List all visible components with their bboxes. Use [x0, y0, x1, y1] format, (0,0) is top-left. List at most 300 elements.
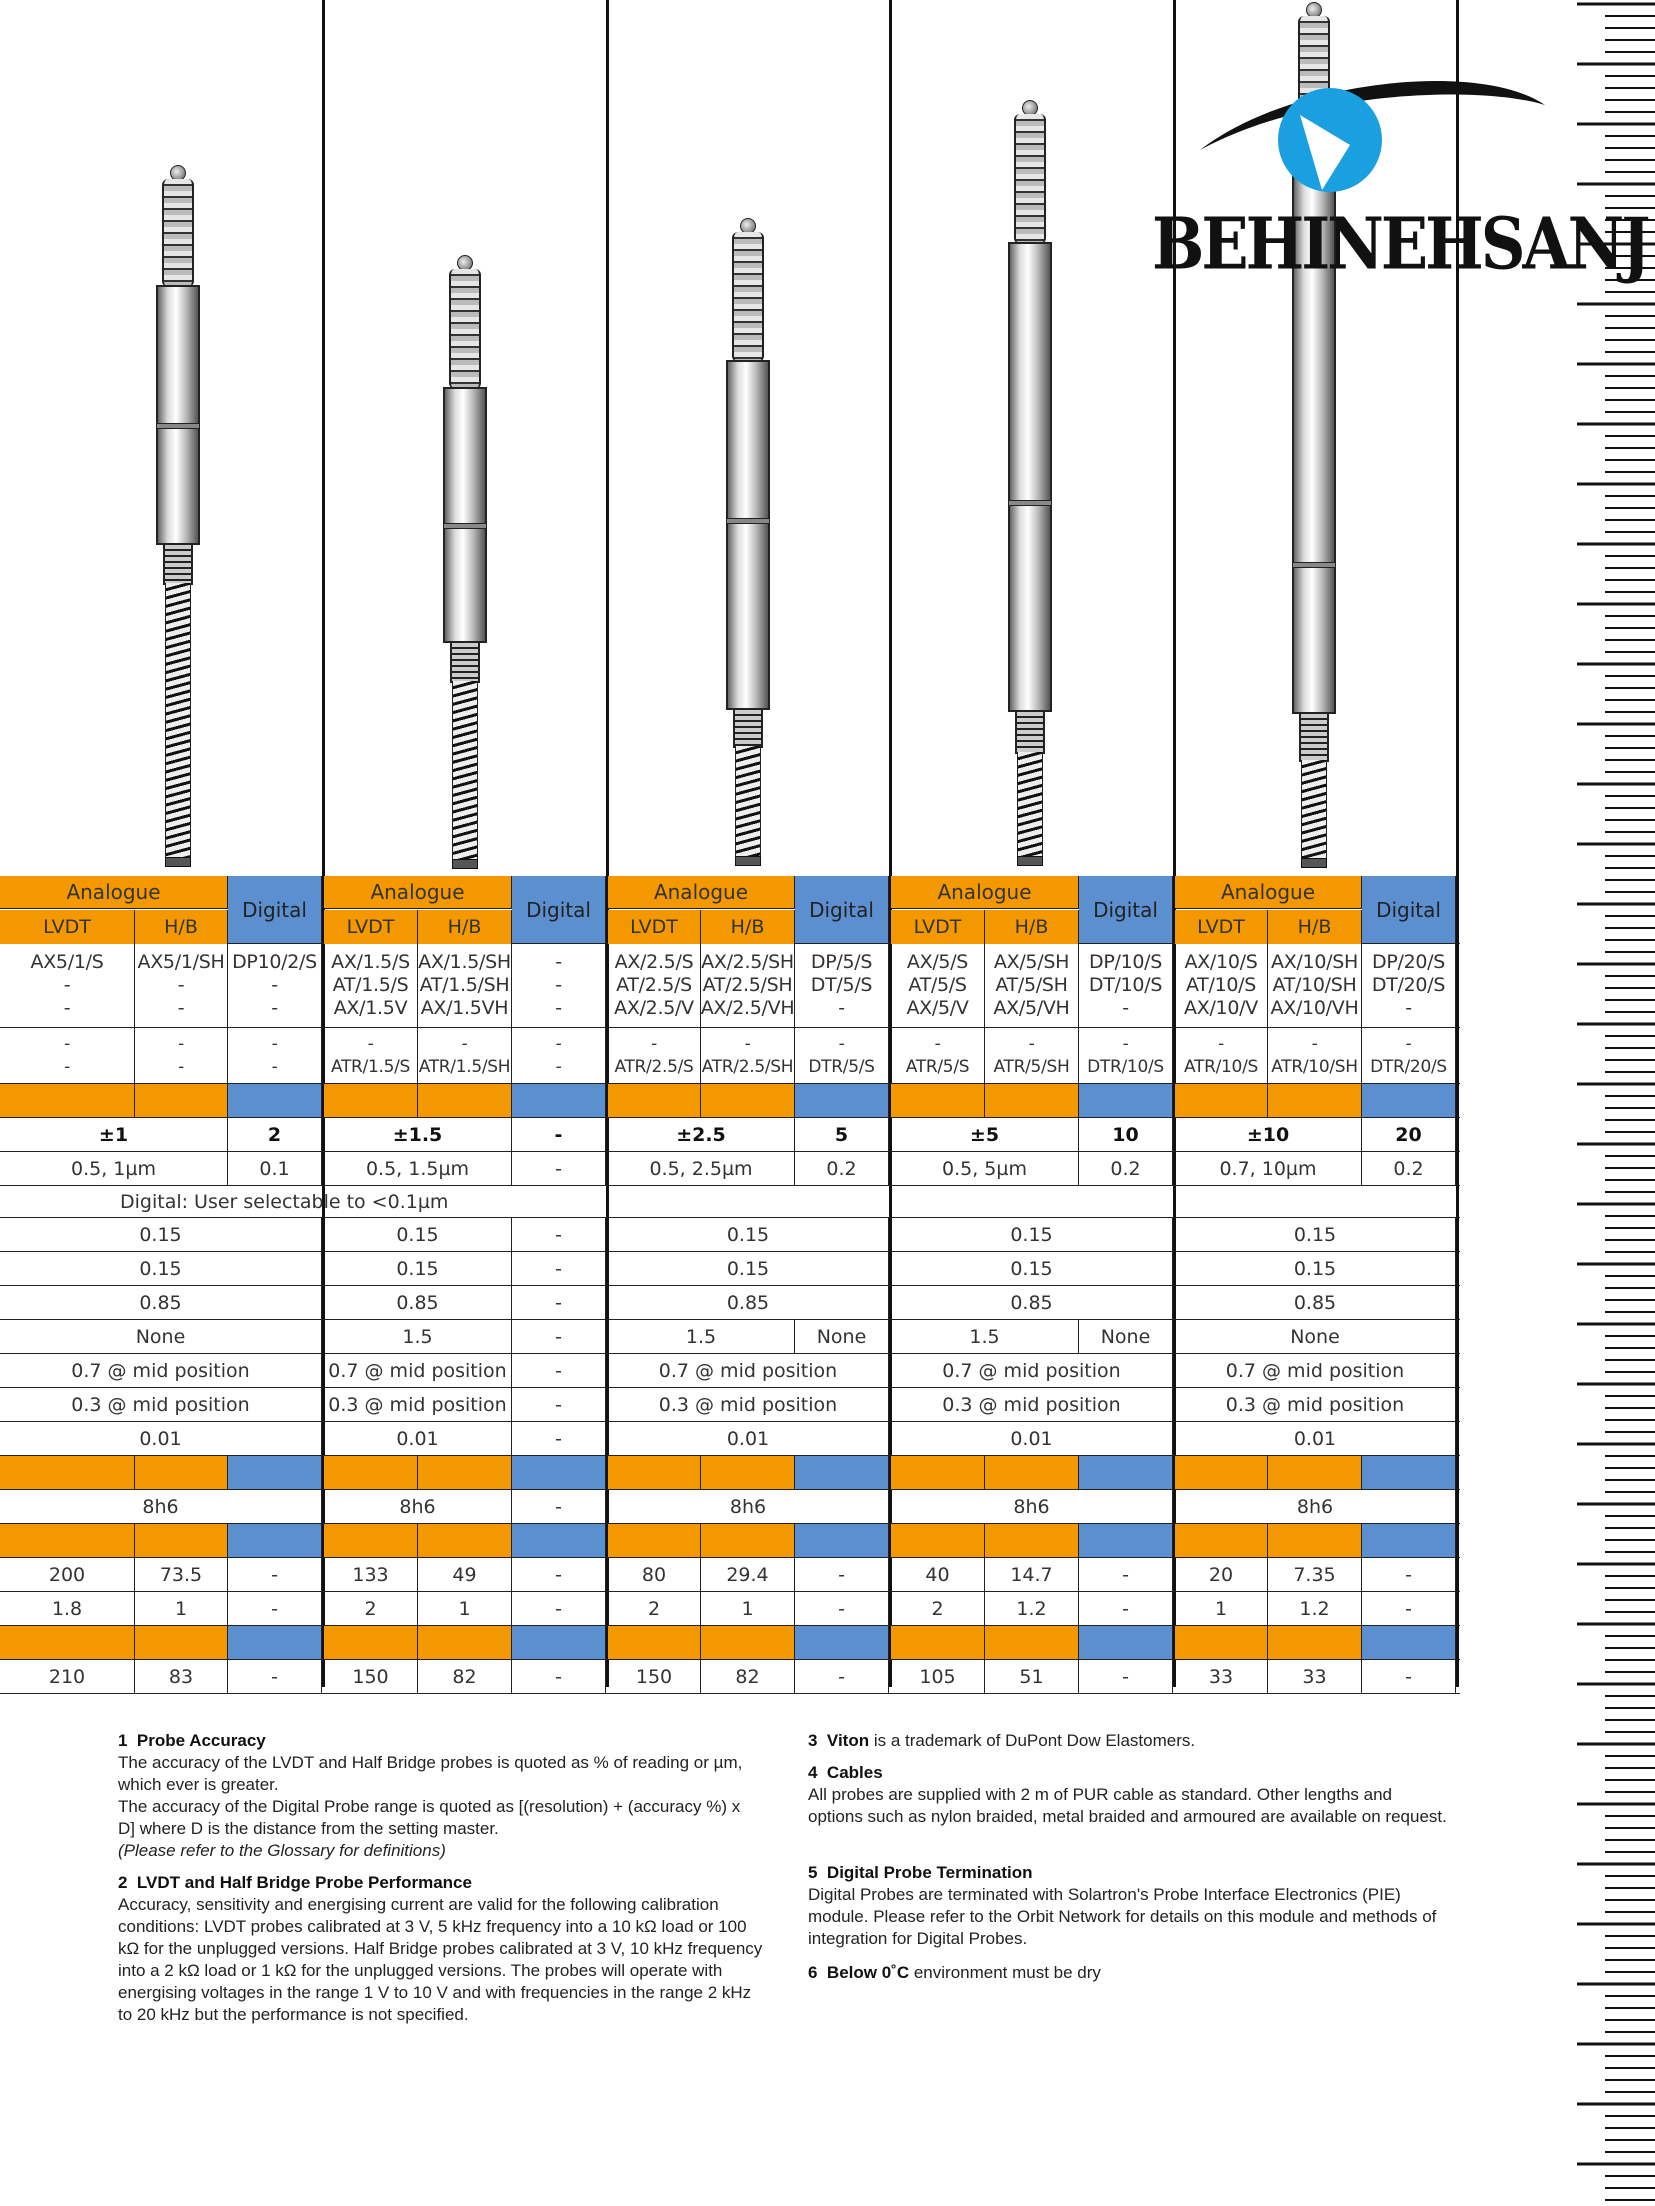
- section-bar-cell: [1268, 1626, 1362, 1659]
- footnote-title: Below 0˚C: [826, 1963, 910, 1982]
- spec-row-c-digital: -: [512, 1286, 606, 1319]
- spec-row-k-digital: -: [795, 1660, 889, 1693]
- model-list-lvdt: [1175, 944, 1268, 1027]
- footnote-4: [808, 1762, 1448, 1828]
- model-code: -: [271, 1033, 278, 1054]
- model-list-dig: [1079, 1028, 1173, 1083]
- model-list-dig: [795, 1028, 889, 1083]
- section-bar-cell: [1268, 1456, 1362, 1489]
- spec-row-f-value: 0.3 @ mid position: [608, 1388, 889, 1421]
- section-bar-cell: [891, 1084, 985, 1117]
- probe-image-1mm: [155, 165, 201, 875]
- section-bar-range: [0, 1084, 1460, 1118]
- section-bar-environment: [0, 1626, 1460, 1660]
- section-bar-cell: [228, 1626, 322, 1659]
- range-row-digital: 2: [228, 1118, 322, 1151]
- spec-row-j-digital: -: [795, 1592, 889, 1625]
- model-code: AT/10/S: [1185, 974, 1257, 996]
- section-bar-cell: [1175, 1626, 1268, 1659]
- footnote-3: [808, 1730, 1448, 1752]
- section-bar-cell: [418, 1084, 512, 1117]
- digital-header: Digital: [1362, 876, 1456, 943]
- model-code: -: [178, 1056, 184, 1077]
- lvdt-header: LVDT: [891, 910, 985, 944]
- model-code: -: [555, 974, 562, 996]
- model-code: AT/2.5/S: [616, 974, 692, 996]
- footnote-1: [118, 1730, 758, 1862]
- models-row-radial: [0, 1028, 1460, 1084]
- section-bar-cell: [701, 1084, 795, 1117]
- model-code: AX/2.5/V: [614, 997, 694, 1019]
- model-code: -: [63, 997, 71, 1019]
- section-bar-cell: [608, 1524, 701, 1557]
- spec-row-e-digital: -: [512, 1354, 606, 1387]
- range-row: [0, 1118, 1460, 1152]
- section-bar-cell: [795, 1456, 889, 1489]
- spec-row-j-hb: 1.2: [1268, 1592, 1362, 1625]
- model-code: -: [1405, 1033, 1412, 1054]
- model-list-dig: [795, 944, 889, 1027]
- analogue-header: Analogue: [608, 876, 795, 909]
- section-bar-cell: [1079, 1084, 1173, 1117]
- model-list-lvdt: [1175, 1028, 1268, 1083]
- spec-row-d-digital: None: [1079, 1320, 1173, 1353]
- spec-row-d-digital: None: [795, 1320, 889, 1353]
- spec-row-e-value: 0.7 @ mid position: [324, 1354, 512, 1387]
- model-code: AT/10/SH: [1272, 974, 1357, 996]
- spec-row-h-digital: -: [512, 1490, 606, 1523]
- spec-row-j-digital: -: [1079, 1592, 1173, 1625]
- model-list-dig: [228, 944, 322, 1027]
- model-code: -: [555, 1033, 562, 1054]
- section-bar-cell: [512, 1456, 606, 1489]
- section-bar-cell: [1362, 1524, 1456, 1557]
- spec-row-i-digital: -: [1362, 1558, 1456, 1591]
- section-bar-cell: [1175, 1456, 1268, 1489]
- model-code: ATR/1.5/SH: [418, 1056, 511, 1077]
- spec-row-c-value: 0.85: [891, 1286, 1173, 1319]
- footnote-text: All probes are supplied with 2 m of PUR cable as standard. Other lengths and options such as nylon braided, metal braided and armoured are available on request.: [808, 1785, 1447, 1826]
- footnote-text: The accuracy of the LVDT and Half Bridge probes is quoted as % of reading or µm, which ever is greater.: [118, 1753, 743, 1794]
- model-code: -: [555, 1056, 562, 1077]
- model-code: DT/10/S: [1088, 974, 1163, 996]
- spec-row-c: [0, 1286, 1460, 1320]
- footnote-number: 6: [808, 1963, 818, 1982]
- section-bar-cell: [608, 1084, 701, 1117]
- footnote-text: Digital Probes are terminated with Solartron's Probe Interface Electronics (PIE) module. Please refer to the Orbit Network for details on this module and methods of integration for Digital Probes.: [808, 1885, 1437, 1948]
- spec-row-d-analogue: 1.5: [608, 1320, 795, 1353]
- model-code: AT/2.5/SH: [702, 974, 793, 996]
- footnote-number: 3: [808, 1731, 818, 1750]
- spec-row-a: [0, 1218, 1460, 1252]
- spec-row-b-value: 0.15: [1175, 1252, 1456, 1285]
- spec-row-g-value: 0.01: [0, 1422, 322, 1455]
- model-list-dig: [512, 1028, 606, 1083]
- spec-row-j-digital: -: [1362, 1592, 1456, 1625]
- section-bar-cell: [795, 1084, 889, 1117]
- section-bar-cell: [0, 1084, 135, 1117]
- model-list-dig: [1362, 1028, 1456, 1083]
- spec-row-b-value: 0.15: [891, 1252, 1173, 1285]
- spec-row-j-lvdt: 2: [324, 1592, 418, 1625]
- spec-row-i-lvdt: 20: [1175, 1558, 1268, 1591]
- model-code: -: [651, 1033, 657, 1054]
- resolution-row-analogue: 0.5, 1µm: [0, 1152, 228, 1185]
- section-bar-cell: [135, 1456, 228, 1489]
- spec-row-i-hb: 29.4: [701, 1558, 795, 1591]
- model-code: -: [744, 1033, 751, 1054]
- model-code: -: [64, 1056, 70, 1077]
- resolution-row-analogue: 0.5, 5µm: [891, 1152, 1079, 1185]
- spec-row-i-hb: 73.5: [135, 1558, 228, 1591]
- section-bar-cell: [985, 1524, 1079, 1557]
- spec-row-h-value: 8h6: [891, 1490, 1173, 1523]
- hb-header: H/B: [1268, 910, 1362, 944]
- spec-row-d-value: None: [1175, 1320, 1456, 1353]
- model-code: -: [1218, 1033, 1224, 1054]
- model-code: -: [1311, 1033, 1318, 1054]
- section-bar-cell: [324, 1084, 418, 1117]
- footnote-title: LVDT and Half Bridge Probe Performance: [136, 1873, 472, 1892]
- spec-row-h-value: 8h6: [1175, 1490, 1456, 1523]
- model-code: AX/10/SH: [1271, 951, 1358, 973]
- section-bar-cell: [985, 1084, 1079, 1117]
- section-bar-cell: [1079, 1456, 1173, 1489]
- spec-row-b: [0, 1252, 1460, 1286]
- scale-ruler: [1577, 0, 1655, 2206]
- section-bar-cell: [1079, 1626, 1173, 1659]
- spec-row-i-lvdt: 133: [324, 1558, 418, 1591]
- model-code: AT/5/SH: [995, 974, 1068, 996]
- spec-row-i-digital: -: [228, 1558, 322, 1591]
- digital-header: Digital: [228, 876, 322, 943]
- header-row: [0, 876, 1460, 944]
- section-bar-cell: [1362, 1456, 1456, 1489]
- probe-image-1-5mm: [442, 255, 488, 875]
- spec-row-i-hb: 14.7: [985, 1558, 1079, 1591]
- spec-row-k-hb: 51: [985, 1660, 1079, 1693]
- spec-row-e-value: 0.7 @ mid position: [891, 1354, 1173, 1387]
- range-row-analogue: ±2.5: [608, 1118, 795, 1151]
- model-list-dig: [1362, 944, 1456, 1027]
- footnote-number: 4: [808, 1763, 818, 1782]
- spec-row-k-lvdt: 150: [324, 1660, 418, 1693]
- model-code: AX/1.5/S: [331, 951, 410, 973]
- spec-row-g-value: 0.01: [608, 1422, 889, 1455]
- model-code: AX/10/V: [1184, 997, 1258, 1019]
- model-code: -: [461, 1033, 468, 1054]
- digital-note-row: [0, 1186, 1460, 1218]
- spec-row-b-value: 0.15: [324, 1252, 512, 1285]
- spec-row-k-lvdt: 105: [891, 1660, 985, 1693]
- model-list-hb: [701, 944, 795, 1027]
- spec-row-k-digital: -: [512, 1660, 606, 1693]
- model-code: AX5/1/SH: [137, 951, 225, 973]
- section-bar-cell: [135, 1084, 228, 1117]
- model-code: AX/5/VH: [993, 997, 1070, 1019]
- model-code: -: [271, 1056, 278, 1077]
- resolution-row-digital: 0.2: [795, 1152, 889, 1185]
- company-logo: [1150, 70, 1648, 286]
- model-code: -: [271, 974, 278, 996]
- spec-row-e-value: 0.7 @ mid position: [608, 1354, 889, 1387]
- logo-swoosh-icon: [1150, 70, 1610, 210]
- hb-header: H/B: [135, 910, 228, 944]
- section-bar-cell: [1175, 1524, 1268, 1557]
- spec-row-i-lvdt: 200: [0, 1558, 135, 1591]
- section-bar-cell: [0, 1456, 135, 1489]
- model-code: AX/10/S: [1184, 951, 1258, 973]
- range-row-analogue: ±1.5: [324, 1118, 512, 1151]
- spec-row-a-digital: -: [512, 1218, 606, 1251]
- resolution-row-digital: 0.2: [1362, 1152, 1456, 1185]
- model-code: -: [838, 1033, 845, 1054]
- spec-row-a-value: 0.15: [608, 1218, 889, 1251]
- spec-row-j-digital: -: [512, 1592, 606, 1625]
- resolution-row-analogue: 0.5, 1.5µm: [324, 1152, 512, 1185]
- model-code: -: [64, 1033, 70, 1054]
- model-list-hb: [135, 944, 228, 1027]
- spec-row-d: [0, 1320, 1460, 1354]
- section-bar-cell: [0, 1524, 135, 1557]
- probe-image-2-5mm: [725, 218, 771, 875]
- footnote-text: Accuracy, sensitivity and energising current are valid for the following calibration conditions: LVDT probes calibrated at 3 V, 5 kHz frequency into a 10 kΩ load or 100 kΩ for the unplugged versions. Half Bridge probes calibrated at 3 V, 10 kHz frequency into a 2 kΩ load or 1 kΩ for the unplugged versions. The probes will operate with energising voltages in the range 1 V to 10 V and with frequencies in the range 2 kHz to 20 kHz but the performance is not specified.: [118, 1895, 763, 2024]
- model-list-hb: [1268, 1028, 1362, 1083]
- spec-row-b-value: 0.15: [0, 1252, 322, 1285]
- model-list-hb: [985, 944, 1079, 1027]
- spec-row-k-lvdt: 33: [1175, 1660, 1268, 1693]
- section-bar-cell: [512, 1626, 606, 1659]
- model-code: DT/20/S: [1371, 974, 1446, 996]
- model-code: AX5/1/S: [30, 951, 104, 973]
- section-bar-cell: [795, 1626, 889, 1659]
- spec-row-j-lvdt: 2: [608, 1592, 701, 1625]
- spec-row-f-value: 0.3 @ mid position: [1175, 1388, 1456, 1421]
- footnote-text: is a trademark of DuPont Dow Elastomers.: [873, 1731, 1196, 1750]
- model-code: AX/1.5V: [333, 997, 408, 1019]
- model-code: -: [1122, 1033, 1129, 1054]
- model-code: -: [555, 951, 562, 973]
- footnote-text: environment must be dry: [913, 1963, 1101, 1982]
- model-code: AX/1.5VH: [420, 997, 509, 1019]
- section-bar-electrical: [0, 1524, 1460, 1558]
- resolution-row: [0, 1152, 1460, 1186]
- model-list-hb: [135, 1028, 228, 1083]
- spec-row-f-value: 0.3 @ mid position: [891, 1388, 1173, 1421]
- spec-row-b-value: 0.15: [608, 1252, 889, 1285]
- digital-header: Digital: [1079, 876, 1173, 943]
- model-list-lvdt: [608, 1028, 701, 1083]
- model-code: DP/5/S: [810, 951, 873, 973]
- section-bar-cell: [512, 1084, 606, 1117]
- footnote-5: [808, 1862, 1448, 1950]
- spec-row-i-hb: 49: [418, 1558, 512, 1591]
- footnote-text: The accuracy of the Digital Probe range is quoted as [(resolution) + (accuracy %) x D] where D is the distance from the setting master.: [118, 1797, 741, 1838]
- spec-row-d-digital: -: [512, 1320, 606, 1353]
- section-bar-cell: [891, 1524, 985, 1557]
- section-bar-cell: [228, 1456, 322, 1489]
- model-list-lvdt: [0, 944, 135, 1027]
- analogue-header: Analogue: [324, 876, 512, 909]
- spec-table: [0, 876, 1460, 1694]
- lvdt-header: LVDT: [608, 910, 701, 944]
- model-code: AT/1.5/S: [332, 974, 409, 996]
- spec-row-i-digital: -: [1079, 1558, 1173, 1591]
- section-bar-cell: [701, 1456, 795, 1489]
- model-list-hb: [701, 1028, 795, 1083]
- hb-header: H/B: [418, 910, 512, 944]
- footnote-text: (Please refer to the Glossary for definitions): [118, 1841, 446, 1860]
- spec-row-j-hb: 1.2: [985, 1592, 1079, 1625]
- spec-row-k-hb: 82: [418, 1660, 512, 1693]
- spec-row-k-digital: -: [1079, 1660, 1173, 1693]
- spec-row-d-analogue: 1.5: [324, 1320, 512, 1353]
- model-list-lvdt: [608, 944, 701, 1027]
- spec-row-j: [0, 1592, 1460, 1626]
- digital-header: Digital: [512, 876, 606, 943]
- model-list-hb: [985, 1028, 1079, 1083]
- model-code: ATR/10/S: [1184, 1056, 1258, 1077]
- model-code: ATR/1.5/S: [330, 1056, 411, 1077]
- model-list-lvdt: [891, 1028, 985, 1083]
- range-row-digital: 20: [1362, 1118, 1456, 1151]
- model-code: -: [838, 997, 845, 1019]
- model-code: ATR/5/S: [905, 1056, 970, 1077]
- footnote-number: 5: [808, 1863, 818, 1882]
- analogue-header: Analogue: [1175, 876, 1362, 909]
- section-bar-cell: [1362, 1084, 1456, 1117]
- range-row-digital: -: [512, 1118, 606, 1151]
- spec-row-i-lvdt: 40: [891, 1558, 985, 1591]
- model-code: AX/2.5/SH: [701, 951, 794, 973]
- spec-row-a-value: 0.15: [1175, 1218, 1456, 1251]
- model-code: AX/1.5/SH: [418, 951, 511, 973]
- section-bar-cell: [418, 1626, 512, 1659]
- section-bar-cell: [324, 1524, 418, 1557]
- model-code: AX/2.5/S: [614, 951, 694, 973]
- spec-row-g-value: 0.01: [1175, 1422, 1456, 1455]
- resolution-row-digital: 0.1: [228, 1152, 322, 1185]
- section-bar-mechanical: [0, 1456, 1460, 1490]
- model-code: DTR/20/S: [1370, 1056, 1447, 1077]
- model-code: AX/10/VH: [1270, 997, 1359, 1019]
- spec-row-d-analogue: 1.5: [891, 1320, 1079, 1353]
- spec-row-k-hb: 83: [135, 1660, 228, 1693]
- spec-row-b-digital: -: [512, 1252, 606, 1285]
- model-code: DP/10/S: [1088, 951, 1163, 973]
- section-bar-cell: [0, 1626, 135, 1659]
- spec-row-k-lvdt: 210: [0, 1660, 135, 1693]
- model-code: AX/5/S: [906, 951, 969, 973]
- section-bar-cell: [1268, 1084, 1362, 1117]
- spec-row-j-hb: 1: [701, 1592, 795, 1625]
- model-code: -: [934, 1033, 941, 1054]
- model-code: DP/20/S: [1371, 951, 1446, 973]
- model-list-dig: [1079, 944, 1173, 1027]
- model-list-hb: [418, 1028, 512, 1083]
- footnote-title: Probe Accuracy: [136, 1731, 266, 1750]
- spec-row-k-lvdt: 150: [608, 1660, 701, 1693]
- model-code: AX/5/V: [906, 997, 969, 1019]
- probe-image-5mm: [1007, 100, 1053, 875]
- model-list-dig: [512, 944, 606, 1027]
- model-code: AX/2.5/VH: [701, 997, 795, 1019]
- spec-row-f-value: 0.3 @ mid position: [324, 1388, 512, 1421]
- range-row-analogue: ±5: [891, 1118, 1079, 1151]
- model-list-hb: [1268, 944, 1362, 1027]
- section-bar-cell: [608, 1456, 701, 1489]
- spec-row-e-value: 0.7 @ mid position: [0, 1354, 322, 1387]
- spec-row-k-digital: -: [228, 1660, 322, 1693]
- section-bar-cell: [891, 1456, 985, 1489]
- spec-row-e: [0, 1354, 1460, 1388]
- model-code: ATR/2.5/S: [614, 1056, 694, 1077]
- lvdt-header: LVDT: [0, 910, 135, 944]
- model-code: -: [555, 997, 562, 1019]
- spec-row-i-lvdt: 80: [608, 1558, 701, 1591]
- spec-row-d-value: None: [0, 1320, 322, 1353]
- section-bar-cell: [608, 1626, 701, 1659]
- model-code: -: [178, 1033, 184, 1054]
- section-bar-cell: [228, 1524, 322, 1557]
- section-bar-cell: [1362, 1626, 1456, 1659]
- model-code: ATR/10/SH: [1271, 1056, 1358, 1077]
- model-code: -: [1122, 997, 1129, 1019]
- section-bar-cell: [324, 1456, 418, 1489]
- spec-row-h-value: 8h6: [0, 1490, 322, 1523]
- model-code: -: [1405, 997, 1412, 1019]
- range-row-analogue: ±1: [0, 1118, 228, 1151]
- section-bar-cell: [891, 1626, 985, 1659]
- spec-row-a-value: 0.15: [0, 1218, 322, 1251]
- section-bar-cell: [1079, 1524, 1173, 1557]
- spec-row-i-hb: 7.35: [1268, 1558, 1362, 1591]
- section-bar-cell: [135, 1626, 228, 1659]
- resolution-row-analogue: 0.5, 2.5µm: [608, 1152, 795, 1185]
- hb-header: H/B: [701, 910, 795, 944]
- digital-resolution-note: Digital: User selectable to <0.1µm: [120, 1190, 449, 1213]
- spec-row-k: [0, 1660, 1460, 1694]
- spec-row-h-value: 8h6: [608, 1490, 889, 1523]
- section-bar-cell: [418, 1456, 512, 1489]
- section-bar-cell: [701, 1524, 795, 1557]
- footnote-title: Cables: [826, 1763, 883, 1782]
- spec-row-a-value: 0.15: [324, 1218, 512, 1251]
- section-bar-cell: [228, 1084, 322, 1117]
- spec-row-i: [0, 1558, 1460, 1592]
- model-list-lvdt: [324, 1028, 418, 1083]
- section-bar-cell: [701, 1626, 795, 1659]
- range-row-analogue: ±10: [1175, 1118, 1362, 1151]
- footnote-number: 1: [118, 1731, 128, 1750]
- model-code: -: [177, 974, 185, 996]
- spec-row-g-value: 0.01: [324, 1422, 512, 1455]
- range-row-digital: 5: [795, 1118, 889, 1151]
- spec-row-c-value: 0.85: [1175, 1286, 1456, 1319]
- model-code: -: [1028, 1033, 1035, 1054]
- model-code: AT/5/S: [908, 974, 967, 996]
- model-list-lvdt: [324, 944, 418, 1027]
- spec-row-f-value: 0.3 @ mid position: [0, 1388, 322, 1421]
- spec-row-i-digital: -: [795, 1558, 889, 1591]
- models-row-standard: [0, 944, 1460, 1028]
- spec-row-j-lvdt: 1.8: [0, 1592, 135, 1625]
- lvdt-header: LVDT: [324, 910, 418, 944]
- footnote-6: [808, 1962, 1448, 1984]
- spec-row-c-value: 0.85: [324, 1286, 512, 1319]
- spec-row-i-digital: -: [512, 1558, 606, 1591]
- spec-row-g: [0, 1422, 1460, 1456]
